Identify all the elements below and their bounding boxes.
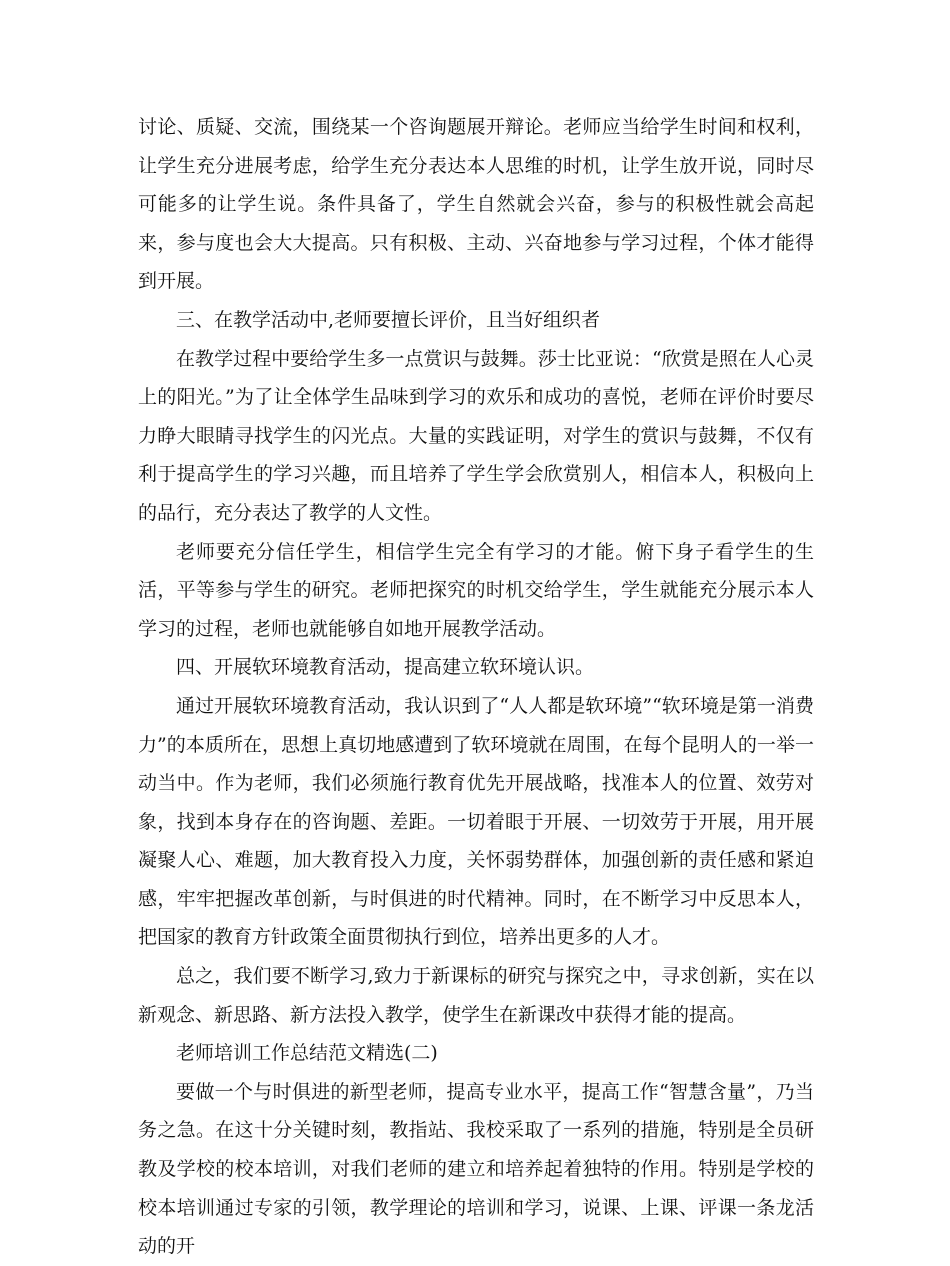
paragraph: 总之，我们要不断学习,致力于新课标的研究与探究之中，寻求创新，实在以新观念、新思路、新方法投入教学，使学生在新课改中获得才能的提高。 <box>138 965 814 1026</box>
section-heading-four: 四、开展软环境教育活动，提高建立软环境认识。 <box>176 656 595 679</box>
document-body <box>138 108 814 1266</box>
paragraph: 讨论、质疑、交流，围绕某一个咨询题展开辩论。老师应当给学生时间和权利，让学生充分进展考虑，给学生充分表达本人思维的时机，让学生放开说，同时尽可能多的让学生说。条件具备了，学生自然就会兴奋，参与的积极性就会高起来，参与度也会大大提高。只有积极、主动、兴奋地参与学习过程，个体才能得到开展。 <box>138 116 814 293</box>
paragraph: 要做一个与时俱进的新型老师，提高专业水平，提高工作“智慧含量”，乃当务之急。在这十分关键时刻，教指站、我校采取了一系列的措施，特别是全员研教及学校的校本培训，对我们老师的建立和培养起着独特的作用。特别是学校的校本培训通过专家的引领，教学理论的培训和学习，说课、上课、评课一条龙活动的开 <box>138 1080 814 1258</box>
paragraph: 老师要充分信任学生，相信学生完全有学习的才能。俯下身子看学生的生活，平等参与学生的研究。老师把探究的时机交给学生，学生就能充分展示本人学习的过程，老师也就能够自如地开展教学活动。 <box>138 540 814 640</box>
article-title: 老师培训工作总结范文精选(二) <box>176 1042 438 1065</box>
paragraph: 通过开展软环境教育活动，我认识到了“人人都是软环境”“软环境是第一消费力”的本质所在，思想上真切地感遭到了软环境就在周围，在每个昆明人的一举一动当中。作为老师，我们必须施行教育优先开展战略，找准本人的位置、效劳对象，找到本身存在的咨询题、差距。一切着眼于开展、一切效劳于开展，用开展凝聚人心、难题，加大教育投入力度，关怀弱势群体，加强创新的责任感和紧迫感，牢牢把握改革创新，与时俱进的时代精神。同时，在不断学习中反思本人，把国家的教育方针政策全面贯彻执行到位，培养出更多的人才。 <box>138 694 814 949</box>
section-heading-three: 三、在教学活动中,老师要擅长评价，且当好组织者 <box>176 308 601 331</box>
paragraph: 在教学过程中要给学生多一点赏识与鼓舞。莎士比亚说：“欣赏是照在人心灵上的阳光。”为了让全体学生品味到学习的欢乐和成功的喜悦，老师在评价时要尽力睁大眼睛寻找学生的闪光点。大量的实践证明，对学生的赏识与鼓舞，不仅有利于提高学生的学习兴趣，而且培养了学生学会欣赏别人，相信本人，积极向上的品行，充分表达了教学的人文性。 <box>138 347 814 524</box>
